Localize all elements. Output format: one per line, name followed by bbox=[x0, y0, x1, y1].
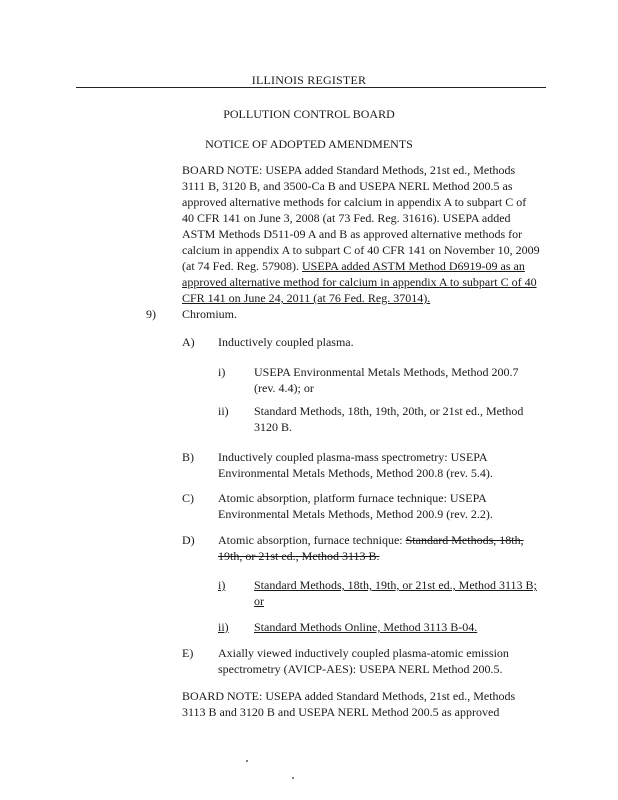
added-text: Standard Methods Online, Method 3113 B-04. bbox=[254, 620, 478, 634]
subitem-label: i) bbox=[218, 365, 226, 379]
subitem-text: USEPA Environmental Metals Methods, Method 200.7 bbox=[254, 365, 519, 379]
added-text: or bbox=[254, 594, 264, 608]
subitem-label: ii) bbox=[218, 404, 229, 418]
section-number: 9) bbox=[146, 307, 156, 321]
board-note-line: approved alternative methods for calcium in appendix A to subpart C of bbox=[182, 195, 527, 209]
board-note-line: BOARD NOTE: USEPA added Standard Methods, 21st ed., Methods bbox=[182, 163, 516, 177]
board-note-line: ASTM Methods D511-09 A and B as approved alternative methods for bbox=[182, 227, 523, 241]
subitem-label: ii) bbox=[218, 620, 229, 634]
item-text: Inductively coupled plasma-mass spectrometry: USEPA bbox=[218, 450, 488, 464]
board-note-line: 3113 B and 3120 B and USEPA NERL Method 200.5 as approved bbox=[182, 705, 500, 719]
item-label: E) bbox=[182, 646, 194, 660]
board-title: POLLUTION CONTROL BOARD bbox=[223, 107, 395, 121]
added-text: CFR 141 on June 24, 2011 (at 76 Fed. Reg. 37014). bbox=[182, 291, 431, 305]
notice-title: NOTICE OF ADOPTED AMENDMENTS bbox=[205, 137, 413, 151]
item-label: B) bbox=[182, 450, 194, 464]
subitem-text: 3120 B. bbox=[254, 420, 293, 434]
item-text: Environmental Metals Methods, Method 200.8 (rev. 5.4). bbox=[218, 466, 493, 480]
deleted-text: 19th, or 21st ed., Method 3113 B. bbox=[218, 549, 380, 563]
register-header: ILLINOIS REGISTER bbox=[251, 73, 367, 87]
header-rule bbox=[76, 87, 546, 88]
item-text: Environmental Metals Methods, Method 200.9 (rev. 2.2). bbox=[218, 507, 493, 521]
item-label: A) bbox=[182, 335, 195, 349]
board-note-line: 40 CFR 141 on June 3, 2008 (at 73 Fed. Reg. 31616). USEPA added bbox=[182, 211, 511, 225]
subitem-label: i) bbox=[218, 578, 226, 592]
board-note-line: calcium in appendix A to subpart C of 40 CFR 141 on November 10, 2009 bbox=[182, 243, 540, 257]
item-text: Atomic absorption, platform furnace technique: USEPA bbox=[218, 491, 487, 505]
subitem-text: Standard Methods, 18th, 19th, 20th, or 21st ed., Method bbox=[254, 404, 524, 418]
deleted-text: Standard Methods, 18th, bbox=[405, 533, 524, 547]
scan-speck bbox=[246, 760, 248, 762]
added-text: approved alternative method for calcium in appendix A to subpart C of 40 bbox=[182, 275, 537, 289]
item-text: spectrometry (AVICP-AES): USEPA NERL Method 200.5. bbox=[218, 662, 503, 676]
board-note-line bbox=[182, 259, 525, 274]
board-note-line: 3111 B, 3120 B, and 3500-Ca B and USEPA NERL Method 200.5 as bbox=[182, 179, 513, 193]
item-label: D) bbox=[182, 533, 195, 547]
added-text: Standard Methods, 18th, 19th, or 21st ed., Method 3113 B; bbox=[254, 578, 537, 592]
scan-speck bbox=[292, 777, 294, 779]
board-note-text: (at 74 Fed. Reg. 57908). bbox=[182, 259, 299, 273]
item-text bbox=[218, 533, 524, 548]
added-text: USEPA added ASTM Method D6919-09 as an bbox=[301, 259, 525, 273]
item-text: Axially viewed inductively coupled plasma-atomic emission bbox=[218, 646, 509, 660]
board-note-line: BOARD NOTE: USEPA added Standard Methods, 21st ed., Methods bbox=[182, 689, 516, 703]
section-title: Chromium. bbox=[182, 307, 238, 321]
item-text-kept: Atomic absorption, furnace technique: bbox=[218, 533, 403, 547]
item-label: C) bbox=[182, 491, 194, 505]
subitem-text: (rev. 4.4); or bbox=[254, 381, 314, 395]
item-text: Inductively coupled plasma. bbox=[218, 335, 354, 349]
